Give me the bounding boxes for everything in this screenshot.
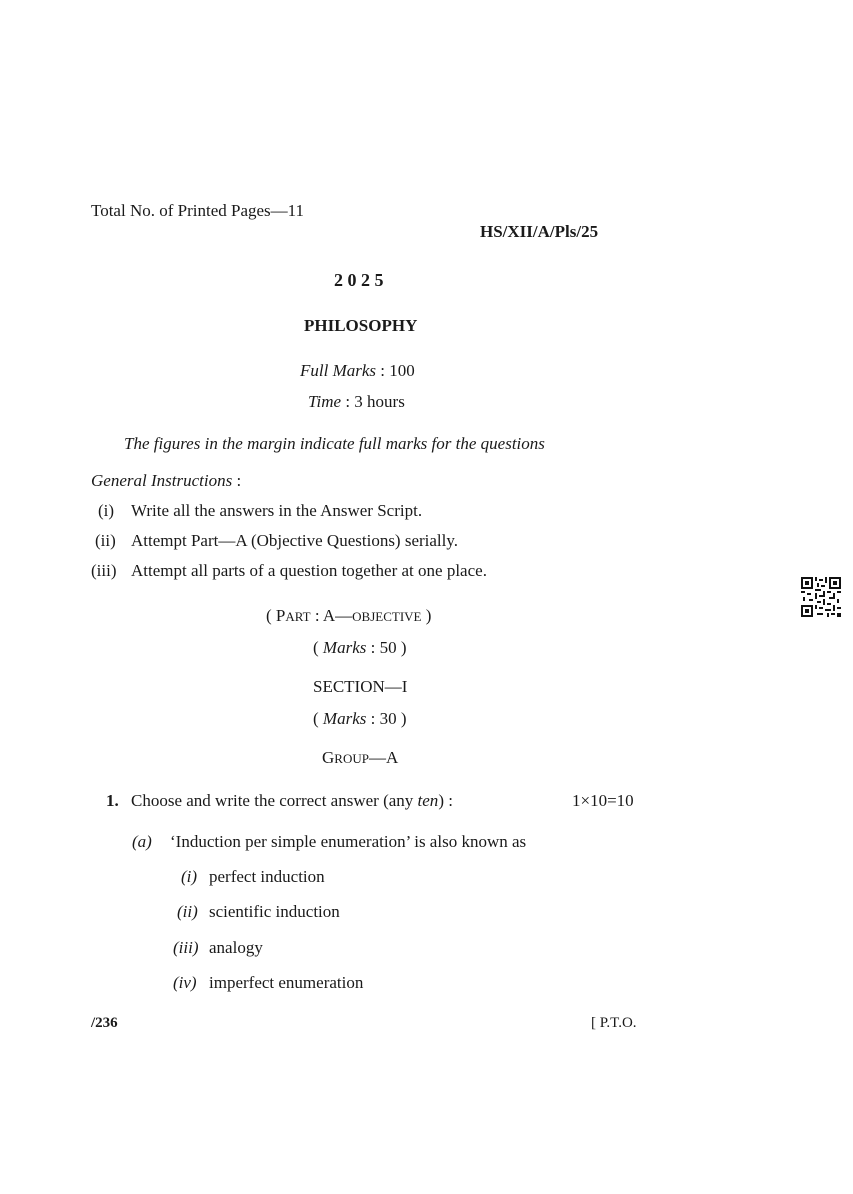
subquestion-text: ‘Induction per simple enumeration’ is also known as [170, 832, 527, 851]
question-text-post: ) : [438, 791, 453, 810]
group-heading [322, 748, 398, 768]
option-text: imperfect enumeration [209, 973, 364, 992]
part-marks [313, 638, 407, 658]
question-text-pre: Choose and write the correct answer (any [131, 791, 418, 810]
margin-note: The figures in the margin indicate full marks for the questions [124, 434, 545, 453]
group-g: G [322, 748, 335, 767]
question-marks: 1×10=10 [572, 791, 634, 810]
subquestion-label: (a) [132, 832, 152, 851]
instructions-heading-colon: : [232, 471, 242, 490]
time-label: Time [308, 392, 342, 411]
total-pages-line: Total No. of Printed Pages—11 [91, 201, 305, 220]
question-text [131, 791, 453, 811]
footer-pto: [ P.T.O. [591, 1015, 637, 1031]
full-marks-line [300, 361, 415, 381]
qr-code-icon [801, 577, 841, 617]
question-text-ital: ten [417, 791, 439, 810]
time-value: : 3 hours [341, 392, 405, 411]
instructions-heading-text: General Instructions [91, 471, 233, 490]
part-open: ( P [266, 606, 286, 625]
instruction-text: Attempt Part—A (Objective Questions) serially. [131, 531, 459, 550]
section-heading: SECTION—I [313, 677, 408, 696]
section-marks-label: Marks [322, 709, 367, 728]
question-number: 1. [106, 791, 119, 810]
paper-code: HS/XII/A/Pls/25 [480, 222, 599, 241]
instructions-heading [91, 471, 241, 491]
full-marks-label: Full Marks [300, 361, 377, 380]
option-label: (ii) [177, 902, 198, 921]
instruction-text: Write all the answers in the Answer Script. [131, 501, 423, 520]
exam-year: 2 0 2 5 [334, 270, 384, 290]
part-marks-open: ( [313, 638, 323, 657]
instruction-num: (ii) [95, 531, 116, 550]
instruction-num: (iii) [91, 561, 117, 580]
part-art: ART [285, 609, 311, 624]
option-text: perfect induction [209, 867, 325, 886]
full-marks-value: : 100 [376, 361, 415, 380]
part-a-heading [266, 606, 431, 626]
part-close: ) [421, 606, 432, 625]
part-marks-label: Marks [322, 638, 367, 657]
part-colon-a: : A— [310, 606, 353, 625]
group-rest: ROUP [334, 751, 369, 766]
option-text: scientific induction [209, 902, 340, 921]
subject-title: PHILOSOPHY [304, 316, 418, 335]
section-marks-value: : 30 ) [366, 709, 407, 728]
instruction-text: Attempt all parts of a question together at one place. [131, 561, 487, 580]
group-suffix: —A [368, 748, 399, 767]
section-marks [313, 709, 407, 729]
option-text: analogy [209, 938, 263, 957]
option-label: (iii) [173, 938, 199, 957]
option-label: (i) [181, 867, 198, 886]
section-marks-open: ( [313, 709, 323, 728]
part-marks-value: : 50 ) [366, 638, 407, 657]
option-label: (iv) [173, 973, 197, 992]
footer-page-code: /236 [91, 1015, 118, 1031]
part-objective: OBJECTIVE [352, 609, 422, 624]
time-line [308, 392, 405, 412]
instruction-num: (i) [98, 501, 115, 520]
